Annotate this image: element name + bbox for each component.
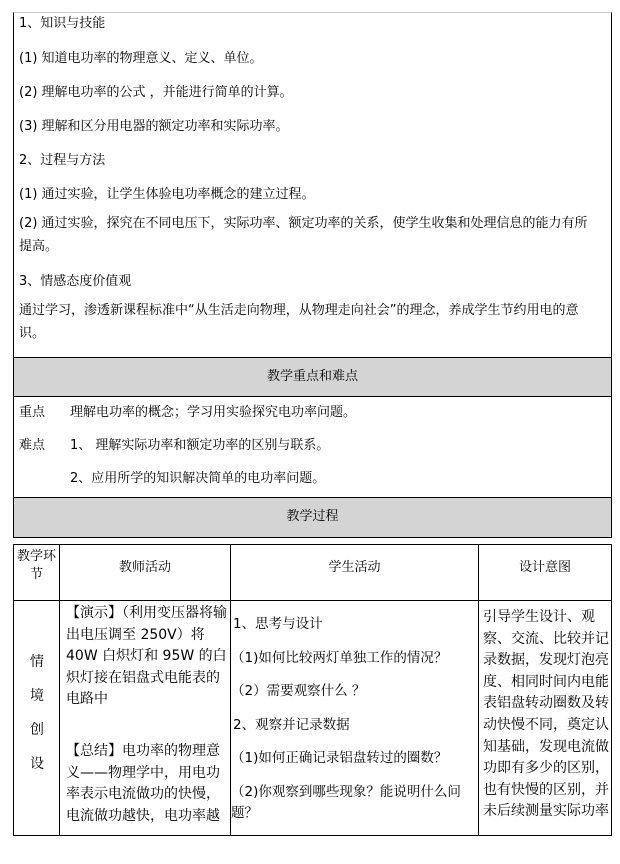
student-item: 2、观察并记录数据: [233, 716, 350, 733]
header-student: 学生活动: [231, 545, 479, 835]
heading-values: 3、情感态度价值观: [19, 274, 132, 289]
stage-label: [14, 645, 60, 781]
key-points-title: 教学重点和难点: [13, 357, 612, 397]
stage-char: 情: [30, 654, 44, 670]
difficulty-label: 难点: [19, 438, 46, 453]
student-item: （2）需要观察什么 ？: [231, 683, 366, 699]
focus-text: 理解电功率的概念；学习用实验探究电功率问题。: [70, 405, 357, 420]
header-teacher: 教师活动: [60, 545, 231, 835]
difficulty-text: 2、应用所学的知识解决简单的电功率问题。: [70, 471, 326, 486]
objective-text: 通过学习，渗透新课程标准中“从生活走向物理，从物理走向社会”的理念，养成学生节约用电的意识。: [19, 303, 579, 341]
objective-text: (3) 理解和区分用电器的额定功率和实际功率。: [19, 119, 289, 134]
process-title: 教学过程: [13, 497, 612, 538]
teacher-summary: 【总结】电功率的物理意义——物理学中，用电功率表示电流做功的快慢，电流做功越快，电功率越: [66, 743, 220, 824]
objective-text: (2) 理解电功率的公式 ，并能进行简单的计算。: [19, 85, 293, 100]
stage-char: 创: [30, 722, 44, 738]
student-item: （1)如何正确记录铝盘转过的圈数？: [231, 750, 448, 766]
objective-text: (1) 知道电功率的物理意义、定义、单位。: [19, 51, 263, 66]
header-stage: 教学环节: [14, 545, 60, 835]
student-activity: [231, 608, 476, 824]
heading-knowledge: 1、知识与技能: [19, 16, 106, 31]
design-intent: 引导学生设计、观察、交流、比较并记录数据，发现灯泡亮度、相同时间内电能表铝盘转动圈数及转动快慢不同，奠定认知基础，发现电流做功即有多少的区别，也有快慢的区别，并未后续测量实际功率: [483, 609, 609, 820]
focus-label: 重点: [19, 405, 46, 420]
objective-text: (1) 通过实验，让学生体验电功率概念的建立过程。: [19, 187, 315, 202]
heading-process: 2、过程与方法: [19, 153, 106, 168]
difficulty-text: 1、 理解实际功率和额定功率的区别与联系。: [70, 438, 330, 453]
student-item: （2)你观察到哪些现象？能说明什么问题？: [231, 783, 461, 821]
objective-text: (2) 通过实验，探究在不同电压下，实际功率、额定功率的关系，使学生收集和处理信息的能力有所提高。: [19, 216, 588, 254]
header-intent: 设计意图: [518, 560, 571, 575]
teacher-demo: 【演示】（利用变压器将输出电压调至 250V）将 40W 白炽灯和 95W 的白炽灯接在铝盘式电能表的电路中: [66, 605, 227, 707]
student-item: 1、思考与设计: [233, 616, 323, 632]
student-item: （1)如何比较两灯单独工作的情况？: [231, 649, 448, 666]
stage-char: 境: [30, 688, 44, 704]
process-table: [13, 544, 612, 836]
stage-char: 设: [30, 756, 44, 772]
